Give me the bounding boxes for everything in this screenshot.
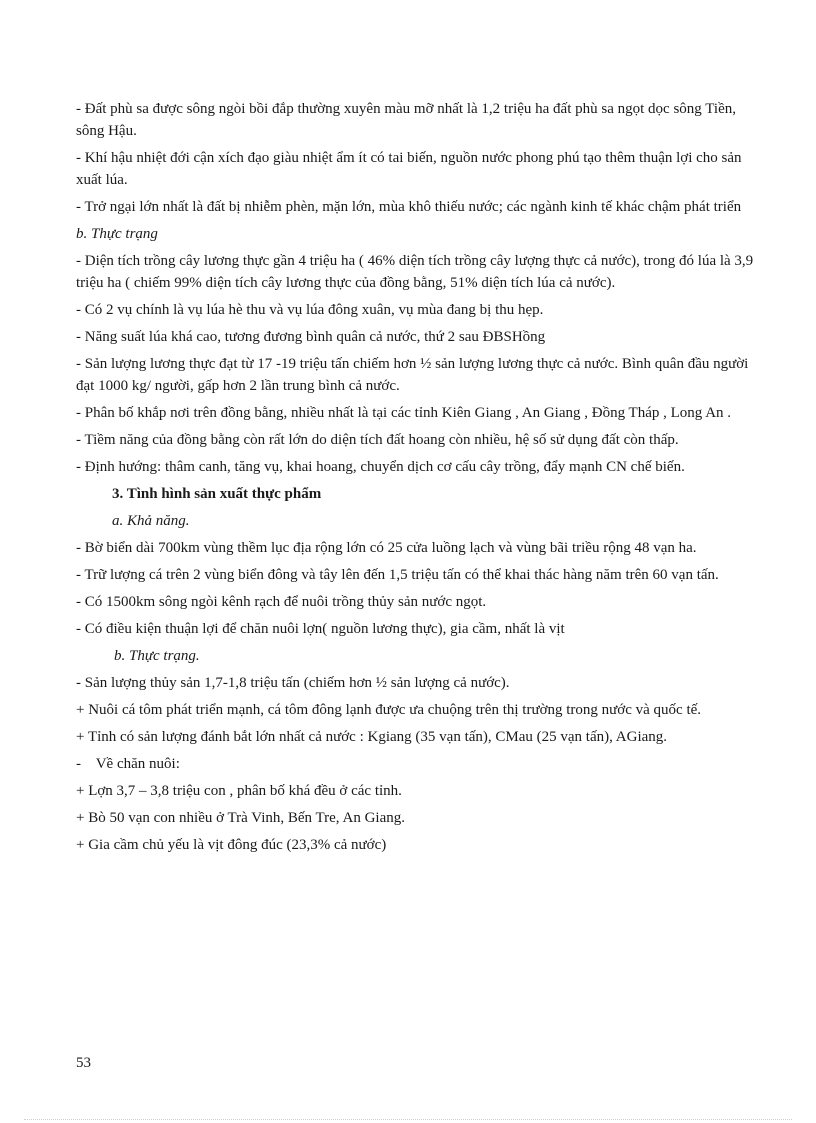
section-heading: 3. Tình hình sản xuất thực phẩm (112, 486, 322, 502)
paragraph: - Có điều kiện thuận lợi để chăn nuôi lợn( nguồn lương thực), gia cầm, nhất là vịt (76, 621, 565, 637)
subsection-heading: b. Thực trạng. (114, 648, 200, 664)
paragraph: - Khí hậu nhiệt đới cận xích đạo giàu nhiệt ẩm ít có tai biến, nguồn nước phong phú tạo thêm thuận lợi cho sản xuất lúa. (76, 150, 742, 188)
paragraph: - Tiềm năng của đồng bằng còn rất lớn do diện tích đất hoang còn nhiều, hệ số sử dụng đất còn thấp. (76, 432, 679, 448)
paragraph: + Gia cầm chủ yếu là vịt đông đúc (23,3% cả nước) (76, 837, 387, 853)
subsection-heading: b. Thực trạng (76, 226, 158, 242)
paragraph: + Nuôi cá tôm phát triển mạnh, cá tôm đông lạnh được ưa chuộng trên thị trường trong nước và quốc tế. (76, 702, 702, 718)
paragraph: - Sản lượng thủy sản 1,7-1,8 triệu tấn (chiếm hơn ½ sản lượng cả nước). (76, 675, 510, 691)
paragraph: + Lợn 3,7 – 3,8 triệu con , phân bố khá đều ở các tỉnh. (76, 783, 402, 799)
subsection-heading: a. Khả năng. (112, 513, 190, 529)
page-edge-divider (24, 1119, 792, 1120)
paragraph: - Diện tích trồng cây lương thực gần 4 triệu ha ( 46% diện tích trồng cây lượng thực cả nước), trong đó lúa là 3,9 triệu ha ( chiếm 99% diện tích cây lương thực của đồng bằng, 51% diện tích lúa cả nước). (76, 253, 754, 291)
paragraph: - Bờ biển dài 700km vùng thềm lục địa rộng lớn có 25 cửa luồng lạch và vùng bãi triều rộng 48 vạn ha. (76, 540, 697, 556)
paragraph: - Phân bố khắp nơi trên đồng bằng, nhiều nhất là tại các tỉnh Kiên Giang , An Giang , Đồng Tháp , Long An . (76, 405, 732, 421)
paragraph: - Sản lượng lương thực đạt từ 17 -19 triệu tấn chiếm hơn ½ sản lượng lương thực cả nước. Bình quân đầu người đạt 1000 kg/ người, gấp hơn 2 lần trung bình cả nước. (76, 356, 749, 394)
paragraph: - Có 2 vụ chính là vụ lúa hè thu và vụ lúa đông xuân, vụ mùa đang bị thu hẹp. (76, 302, 544, 318)
paragraph: - Đất phù sa được sông ngòi bồi đắp thường xuyên màu mỡ nhất là 1,2 triệu ha đất phù sa ngọt dọc sông Tiền, sông Hậu. (76, 101, 736, 139)
paragraph: - Có 1500km sông ngòi kênh rạch để nuôi trồng thủy sản nước ngọt. (76, 594, 487, 610)
page-body (76, 98, 756, 861)
paragraph: + Tỉnh có sản lượng đánh bắt lớn nhất cả nước : Kgiang (35 vạn tấn), CMau (25 vạn tấn), AGiang. (76, 729, 668, 745)
paragraph: - Năng suất lúa khá cao, tương đương bình quân cả nước, thứ 2 sau ĐBSHồng (76, 329, 546, 345)
page-number: 53 (76, 1055, 91, 1071)
paragraph: - Trữ lượng cá trên 2 vùng biển đông và tây lên đến 1,5 triệu tấn có thể khai thác hàng năm trên 60 vạn tấn. (76, 567, 719, 583)
paragraph: - Về chăn nuôi: (76, 756, 180, 772)
paragraph: - Định hướng: thâm canh, tăng vụ, khai hoang, chuyển dịch cơ cấu cây trồng, đẩy mạnh CN chế biến. (76, 459, 685, 475)
paragraph: - Trở ngại lớn nhất là đất bị nhiễm phèn, mặn lớn, mùa khô thiếu nước; các ngành kinh tế khác chậm phát triển (76, 199, 742, 215)
paragraph: + Bò 50 vạn con nhiều ở Trà Vinh, Bến Tre, An Giang. (76, 810, 405, 826)
